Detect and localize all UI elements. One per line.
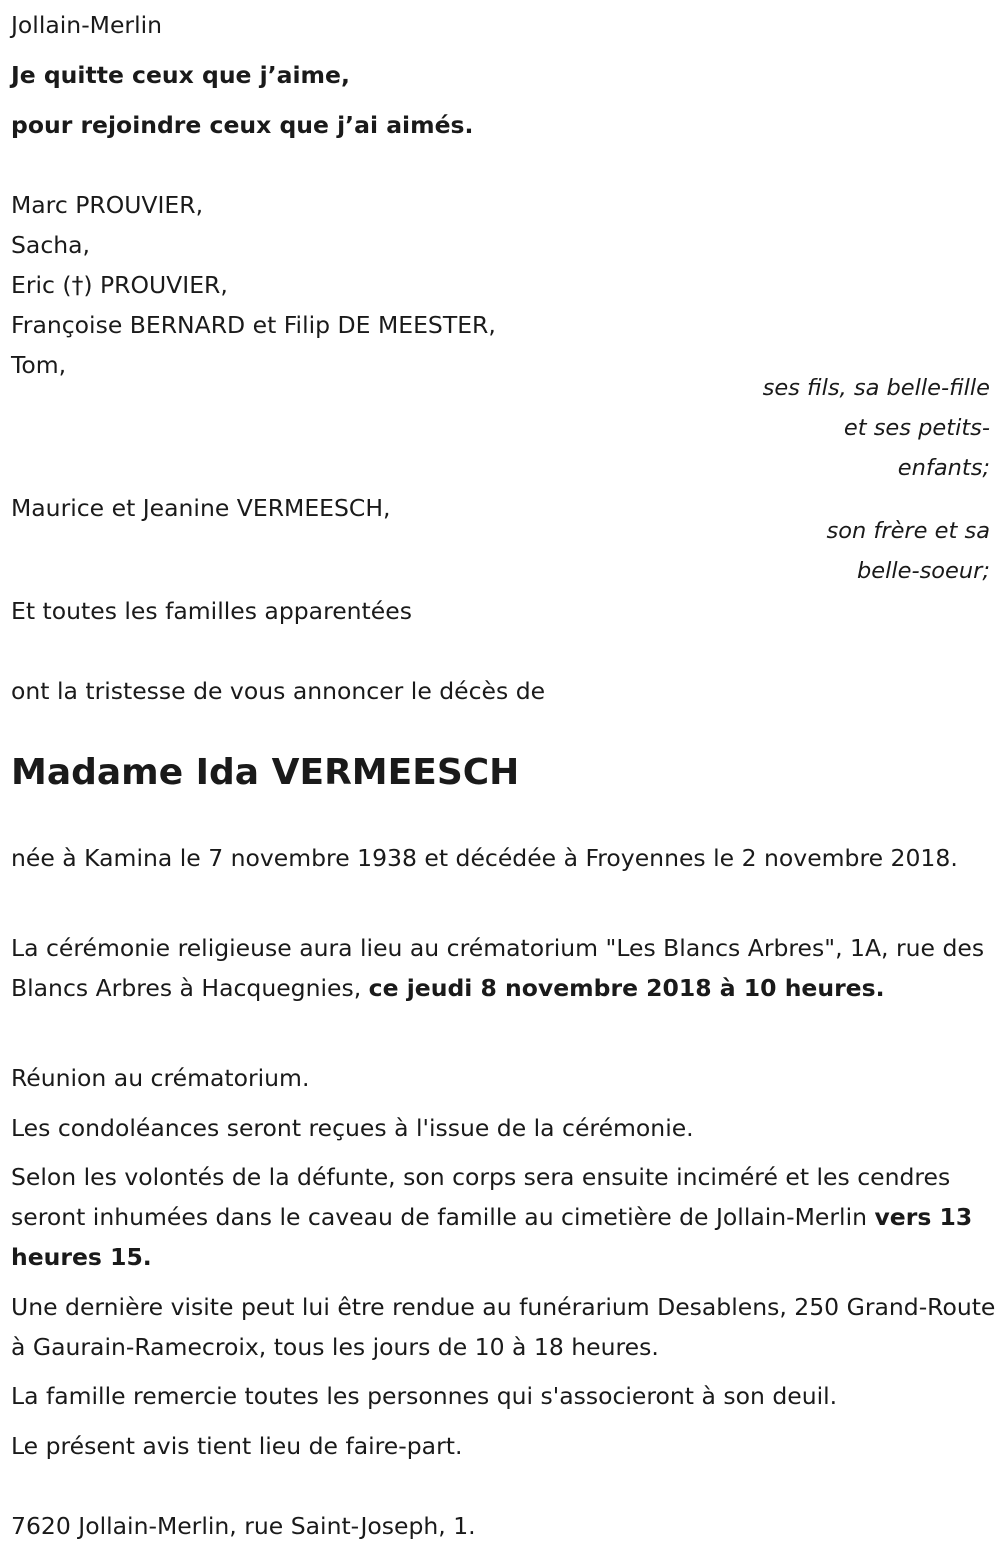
quote-line-2: pour rejoindre ceux que j’ai aimés. [11, 111, 474, 139]
other-families: Et toutes les familles apparentées [11, 597, 412, 625]
relation-label: et ses petits- [843, 415, 990, 441]
birth-death-text: née à Kamina le 7 novembre 1938 et décédée à Froyennes le 2 novembre 2018. [11, 844, 958, 872]
ceremony-paragraph [11, 928, 996, 1008]
relation-label: ses fils, sa belle-fille [762, 375, 990, 401]
relation-label: son frère et sa [826, 518, 990, 544]
family-member: Françoise BERNARD et Filip DE MEESTER, [11, 311, 496, 339]
thanks-text: La famille remercie toutes les personnes qui s'associeront à son deuil. [11, 1382, 838, 1410]
burial-paragraph [11, 1157, 996, 1277]
burial-time: vers 13 heures 15. [11, 1203, 973, 1271]
ceremony-text: La cérémonie religieuse aura lieu au crématorium "Les Blancs Arbres", 1A, rue des Blancs Arbres à Hacquegnies, [11, 934, 985, 1002]
meeting-text: Réunion au crématorium. [11, 1064, 310, 1092]
notice-text: Le présent avis tient lieu de faire-part. [11, 1432, 463, 1460]
family-member: Eric (†) PROUVIER, [11, 271, 228, 299]
quote-line-1: Je quitte ceux que j’aime, [11, 61, 350, 89]
family-member: Tom, [11, 351, 67, 379]
family-member: Maurice et Jeanine VERMEESCH, [11, 494, 391, 522]
announcement-text: ont la tristesse de vous annoncer le décès de [11, 677, 546, 705]
burial-text: Selon les volontés de la défunte, son corps sera ensuite inciméré et les cendres seront inhumées dans le caveau de famille au cimetière de Jollain-Merlin [11, 1163, 951, 1231]
family-member: Marc PROUVIER, [11, 191, 204, 219]
relation-label: enfants; [897, 455, 990, 481]
address: 7620 Jollain-Merlin, rue Saint-Joseph, 1. [11, 1512, 476, 1540]
deceased-name: Madame Ida VERMEESCH [11, 752, 520, 793]
condolences-text: Les condoléances seront reçues à l'issue de la cérémonie. [11, 1114, 694, 1142]
relation-label: belle-soeur; [856, 558, 990, 584]
family-member: Sacha, [11, 231, 91, 259]
visit-text: Une dernière visite peut lui être rendue au funérarium Desablens, 250 Grand-Route à Gaurain-Ramecroix, tous les jours de 10 à 18 heures. [11, 1293, 996, 1361]
ceremony-date: ce jeudi 8 novembre 2018 à 10 heures. [368, 974, 885, 1002]
location-header: Jollain-Merlin [11, 11, 163, 39]
